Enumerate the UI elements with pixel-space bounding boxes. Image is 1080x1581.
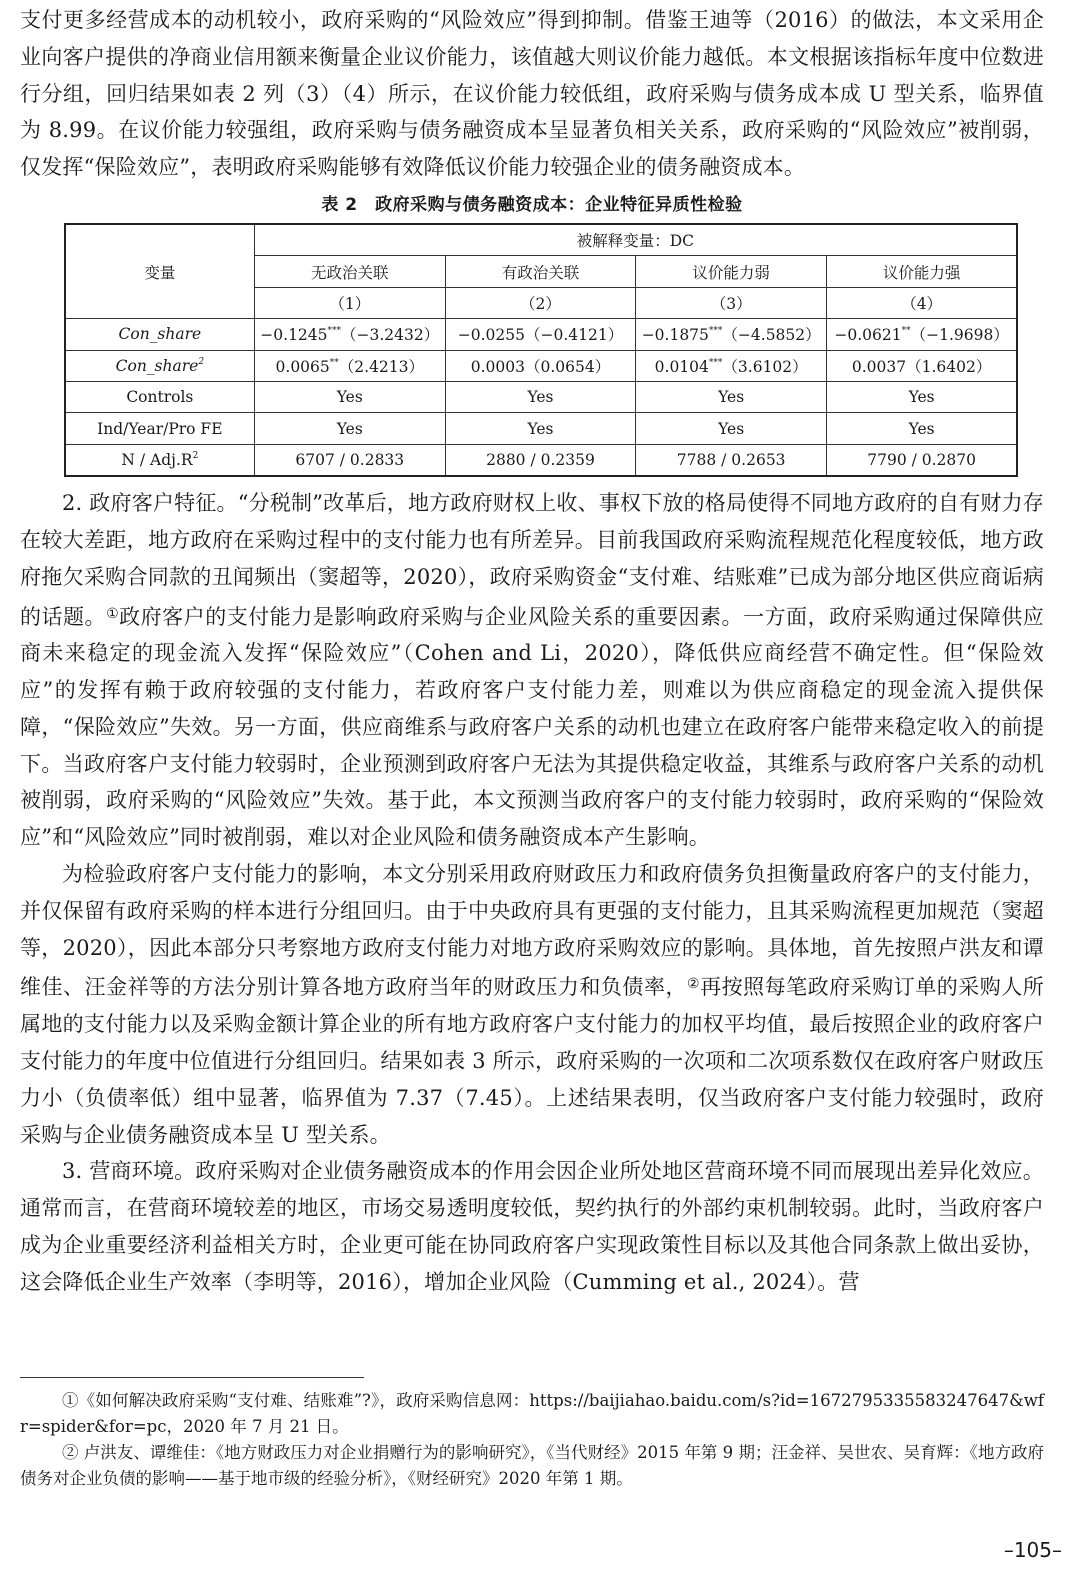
table-row-n-r2 (65, 444, 1017, 476)
table-header-row (65, 224, 1017, 256)
table-cell: 0.0104***（3.6102） (636, 350, 827, 381)
row-label: N / $Adj.R^2$ (65, 444, 254, 476)
table-cell: −0.1875***（−4.5852） (636, 319, 827, 350)
table-cell: Yes (445, 413, 635, 444)
table-cell: Yes (636, 413, 827, 444)
table-cell: −0.1245***（−3.2432） (254, 319, 445, 350)
table-cell: −0.0621**（−1.9698） (827, 319, 1017, 350)
paragraph-government-customer: 2. 政府客户特征。“分税制”改革后，地方政府财权上收、事权下放的格局使得不同地方政府的自有财力存在较大差距，地方政府在采购过程中的支付能力也有所差异。目前我国政府采购流程规范化程度较低，地方政府拖欠采购合同款的丑闻频出（窦超等，2020），政府采购资金“支付难、结账难”已成为部分地区供应商诟病的话题。①政府客户的支付能力是影响政府采购与企业风险关系的重要因素。一方面，政府采购通过保障供应商未来稳定的现金流入发挥“保险效应”（Cohen and Li，2020），降低供应商经营不确定性。但“保险效应”的发挥有赖于政府较强的支付能力，若政府客户支付能力差，则难以为供应商稳定的现金流入提供保障，“保险效应”失效。另一方面，供应商维系与政府客户关系的动机也建立在政府客户能带来稳定收入的前提下。当政府客户支付能力较弱时，企业预测到政府客户无法为其提供稳定收益，其维系与政府客户关系的动机被削弱，政府采购的“风险效应”失效。基于此，本文预测当政府客户的支付能力较弱时，政府采购的“保险效应”和“风险效应”同时被削弱，难以对企业风险和债务融资成本产生影响。 (20, 491, 1044, 850)
footnote-ref-1[interactable]: ① (106, 605, 120, 622)
regression-table (64, 223, 1018, 477)
table-cell: Yes (254, 381, 445, 412)
table-cell: Yes (827, 381, 1017, 412)
row-label: Ind/Year/Pro FE (65, 413, 254, 444)
group-header: 无政治关联 (254, 256, 445, 287)
table-cell: 6707 / 0.2833 (254, 444, 445, 476)
footnote-divider (20, 1377, 364, 1378)
table-cell: 0.0065**（2.4213） (254, 350, 445, 381)
footnote-2: ② 卢洪友、谭维佳：《地方财政压力对企业捐赠行为的影响研究》，《当代财经》2015 年第 9 期；汪金祥、吴世农、吴育辉：《地方政府债务对企业负债的影响——基于地市级的经验分析》，《财经研究》2020 年第 1 期。 (20, 1443, 1044, 1488)
table-cell: −0.0255（−0.4121） (445, 319, 635, 350)
column-number: （2） (445, 287, 635, 318)
table-cell: 7790 / 0.2870 (827, 444, 1017, 476)
table-cell: Yes (254, 413, 445, 444)
table-caption: 表 2 政府采购与债务融资成本：企业特征异质性检验 (321, 194, 743, 215)
footnote-ref-2[interactable]: ② (686, 976, 701, 993)
variable-header: 变量 (65, 224, 254, 319)
footnotes (20, 1388, 1044, 1492)
column-number: （1） (254, 287, 445, 318)
table-cell: 7788 / 0.2653 (636, 444, 827, 476)
table-cell: Yes (827, 413, 1017, 444)
row-label: Con_share (65, 319, 254, 350)
table-cell: Yes (636, 381, 827, 412)
table-row-fixed-effects (65, 413, 1017, 444)
column-number: （3） (636, 287, 827, 318)
table-row-con-share (65, 319, 1017, 350)
column-number: （4） (827, 287, 1017, 318)
paragraph-business-environment: 3. 营商环境。政府采购对企业债务融资成本的作用会因企业所处地区营商环境不同而展现出差异化效应。通常而言，在营商环境较差的地区，市场交易透明度较低，契约执行的外部约束机制较弱。此时，当政府客户成为企业重要经济利益相关方时，企业更可能在协同政府客户实现政策性目标以及其他合同条款上做出妥协，这会降低企业生产效率（李明等，2016），增加企业风险（Cumming et al., 2024）。营 (20, 1159, 1044, 1294)
group-header: 议价能力强 (827, 256, 1017, 287)
footnote-1: ①《如何解决政府采购“支付难、结账难”?》，政府采购信息网：https://baijiahao.baidu.com/s?id=1672795335583247647&wfr=spider&for=pc，2020 年 7 月 21 日。 (20, 1391, 1044, 1436)
table-cell: 0.0037（1.6402） (827, 350, 1017, 381)
row-label: Controls (65, 381, 254, 412)
row-label: Con_share$^2$ (65, 350, 254, 381)
table-cell: Yes (445, 381, 635, 412)
paragraph-payment-ability: 为检验政府客户支付能力的影响，本文分别采用政府财政压力和政府债务负担衡量政府客户的支付能力，并仅保留有政府采购的样本进行分组回归。由于中央政府具有更强的支付能力，且其采购流程更加规范（窦超等，2020），因此本部分只考察地方政府支付能力对地方政府采购效应的影响。具体地，首先按照卢洪友和谭维佳、汪金祥等的方法分别计算各地方政府当年的财政压力和负债率，②再按照每笔政府采购订单的采购人所属地的支付能力以及采购金额计算企业的所有地方政府客户支付能力的加权平均值，最后按照企业的政府客户支付能力的年度中位值进行分组回归。结果如表 3 所示，政府采购的一次项和二次项系数仅在政府客户财政压力小（负债率低）组中显著，临界值为 7.37（7.45）。上述结果表明，仅当政府客户支付能力较强时，政府采购与企业债务融资成本呈 U 型关系。 (20, 862, 1044, 1147)
group-header: 有政治关联 (445, 256, 635, 287)
page-number: –105– (1003, 1538, 1062, 1562)
dependent-variable-header: 被解释变量：DC (254, 224, 1017, 256)
table-cell: 2880 / 0.2359 (445, 444, 635, 476)
table-row-con-share-squared (65, 350, 1017, 381)
table-row-controls (65, 381, 1017, 412)
paragraph-bargaining-power: 支付更多经营成本的动机较小，政府采购的“风险效应”得到抑制。借鉴王迪等（2016）的做法，本文采用企业向客户提供的净商业信用额来衡量企业议价能力，该值越大则议价能力越低。本文根据该指标年度中位数进行分组，回归结果如表 2 列（3）（4）所示，在议价能力较低组，政府采购与债务成本成 U 型关系，临界值为 8.99。在议价能力较强组，政府采购与债务融资成本呈显著负相关关系，政府采购的“风险效应”被削弱，仅发挥“保险效应”，表明政府采购能够有效降低议价能力较强企业的债务融资成本。 (20, 8, 1044, 180)
table-cell: 0.0003（0.0654） (445, 350, 635, 381)
group-header: 议价能力弱 (636, 256, 827, 287)
